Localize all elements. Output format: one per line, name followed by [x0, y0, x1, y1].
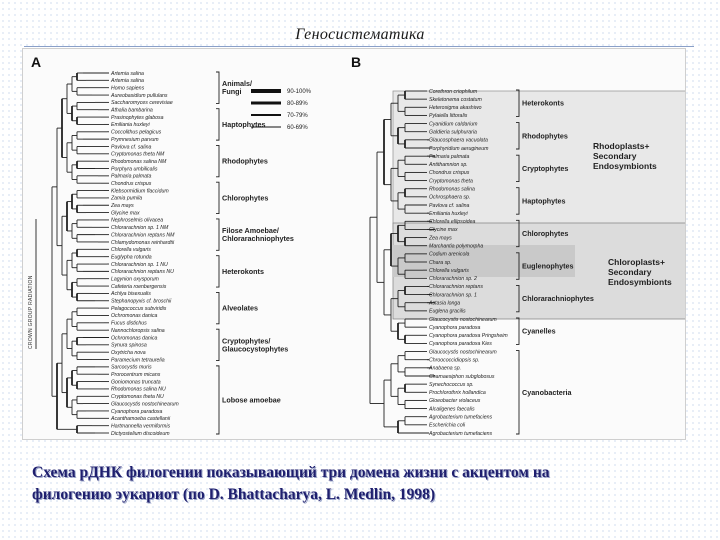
- taxon-label: Codium arenicola: [429, 251, 470, 258]
- taxon-label: Hartmannella vermiformis: [111, 423, 171, 430]
- taxon-label: Escherichia coli: [429, 422, 466, 429]
- taxon-label: Chlorarachnion sp. 2: [429, 276, 477, 283]
- caption-line-2: филогению эукариот (по D. Bhattacharya, L. Medlin, 1998): [32, 486, 436, 503]
- taxon-label: Glycine max: [429, 227, 458, 234]
- taxon-label: Emiliania huxleyi: [111, 122, 150, 129]
- taxon-label: Prochlorothrix hollandica: [429, 390, 486, 397]
- taxon-label: Athalia bambarina: [111, 107, 153, 114]
- taxon-label: Palmaria palmata: [429, 153, 470, 160]
- taxon-label: Glaucocystis nostochinearum: [111, 401, 179, 408]
- group-label: Rhodophytes: [522, 131, 568, 141]
- taxon-label: Nannochloropsis salina: [111, 327, 165, 334]
- taxon-label: Cyanophora paradoxa Kies: [429, 341, 492, 348]
- taxon-label: Palmaria palmata: [111, 173, 152, 180]
- taxon-label: Cryptomonas theta: [429, 178, 473, 185]
- taxon-label: Gloeobacter violaceus: [429, 398, 481, 405]
- group-label: Haptophytes: [222, 119, 266, 129]
- taxon-label: Euglypha rotunda: [111, 254, 152, 261]
- taxon-label: Klebsormidium flaccidum: [111, 188, 169, 195]
- group-label: Alveolates: [222, 303, 258, 313]
- slide-title: Геносистематика: [295, 26, 425, 43]
- taxon-label: Ochrosphaera sp.: [429, 194, 471, 201]
- taxon-label: Stephanopyxis cf. broschii: [111, 298, 172, 305]
- panel-a-letter: A: [31, 54, 42, 70]
- taxon-label: Acanthamoeba castellanii: [111, 416, 171, 423]
- group-label: Cyanobacteria: [522, 387, 572, 397]
- big-label-secondary-2: Secondary: [608, 267, 652, 277]
- taxon-label: Cryptomonas theta NU: [111, 394, 164, 401]
- taxon-label: Nephroselmis olivacea: [111, 217, 164, 224]
- taxon-label: Cyanophora paradoxa: [429, 324, 481, 331]
- taxon-label: Alcaligenes faecalis: [429, 406, 475, 413]
- legend-60-69: 60-69%: [287, 125, 308, 131]
- big-label-chloroplasts: Chloroplasts+: [608, 257, 665, 267]
- phylogeny-figure: [22, 48, 686, 440]
- group-label: Glaucocystophytes: [222, 344, 289, 354]
- taxon-label: Agrobacterium tumefaciens: [429, 414, 493, 421]
- taxon-label: Saccharomyces cerevisiae: [111, 100, 173, 107]
- taxon-label: Glaucosphaera vacuolata: [429, 137, 488, 144]
- taxon-label: Dictyostelium discoideum: [111, 430, 170, 437]
- slide-caption: [32, 462, 692, 506]
- taxon-label: Cyanidium caldarium: [429, 121, 478, 128]
- group-label: Chlorophytes: [222, 193, 269, 203]
- taxon-label: Rhodomonas salina NU: [111, 386, 166, 393]
- taxon-label: Goniomonas truncata: [111, 379, 161, 386]
- caption-line-1: Схема рДНК филогении показывающий три домена жизни с акцентом на: [32, 464, 550, 481]
- taxon-label: Pavlova cf. salina: [429, 202, 470, 209]
- panel-b-letter: B: [351, 54, 362, 70]
- taxon-label: Chlorarachnion sp. 1 NM: [111, 225, 169, 232]
- taxon-label: Heterosigma akashiwo: [429, 105, 482, 112]
- legend-90-100: 90-100%: [287, 89, 312, 95]
- group-label: Cryptophytes/: [222, 336, 271, 346]
- title-underline: [24, 46, 694, 47]
- taxon-label: Cyanophora paradoxa: [111, 408, 163, 415]
- taxon-label: Zea mays: [111, 203, 134, 210]
- big-label-rhodoplasts: Rhodoplasts+: [593, 141, 650, 151]
- group-label: Heterokonts: [522, 98, 564, 108]
- taxon-label: Synechococcus sp.: [429, 381, 474, 388]
- taxon-label: Prorocentrum micans: [111, 372, 161, 379]
- taxon-label: Achlya bisexualis: [111, 291, 151, 298]
- taxon-label: Chlorarachnion sp. 1: [429, 292, 477, 299]
- taxon-label: Artemia salina: [111, 70, 144, 77]
- taxon-label: Chlorarachnion reptans: [429, 284, 483, 291]
- taxon-label: Chlorarachnion reptans NU: [111, 269, 174, 276]
- taxon-label: Antithamnion sp.: [429, 162, 468, 169]
- group-label: Filose Amoebae/: [222, 226, 279, 236]
- taxon-label: Euglena gracilis: [429, 308, 466, 315]
- panel-a-tree: [52, 71, 294, 437]
- taxon-label: Rhodomonas salina: [429, 186, 475, 193]
- taxon-label: Cafeteria roenbergensis: [111, 283, 167, 290]
- taxon-label: Chamaesiphon subglobosus: [429, 373, 495, 380]
- group-label: Rhodophytes: [222, 156, 268, 166]
- taxon-label: Fucus distichus: [111, 320, 147, 327]
- taxon-label: Cryptomonas theta NM: [111, 151, 165, 158]
- group-label: Haptophytes: [522, 196, 566, 206]
- taxon-label: Paramecium tetraurelia: [111, 357, 165, 364]
- taxon-label: Sarcocystis muris: [111, 364, 152, 371]
- taxon-label: Cyanophora paradoxa Pringsheim: [429, 333, 508, 340]
- crown-group-label: CROWN GROUP RADIATION: [28, 275, 34, 349]
- taxon-label: Emiliania huxleyi: [429, 210, 468, 217]
- taxon-label: Synura spinosa: [111, 342, 147, 349]
- big-label-endosymbionts-2: Endosymbionts: [608, 277, 672, 287]
- taxon-label: Ochromonas danica: [111, 313, 158, 320]
- group-label: Cryptophytes: [522, 163, 569, 173]
- taxon-label: Chroococcidiopsis sp.: [429, 357, 480, 364]
- taxon-label: Lagynion oxysporum: [111, 276, 159, 283]
- taxon-label: Chlorella ellipsoidea: [429, 219, 476, 226]
- taxon-label: Zea mays: [429, 235, 452, 242]
- taxon-label: Chondrus crispus: [111, 181, 152, 188]
- taxon-label: Glaucocystis nostochinearum: [429, 316, 497, 323]
- taxon-label: Glycine max: [111, 210, 140, 217]
- taxon-label: Marchantia polymorpha: [429, 243, 484, 250]
- taxon-label: Ochromonas danica: [111, 335, 158, 342]
- taxon-label: Aureobasidium pullulans: [111, 92, 168, 99]
- group-label: Animals/: [222, 79, 252, 89]
- big-label-secondary-1: Secondary: [593, 151, 637, 161]
- group-label: Euglenophytes: [522, 261, 574, 271]
- group-label: Heterokonts: [222, 266, 264, 276]
- legend-80-89: 80-89%: [287, 101, 308, 107]
- taxon-label: Rhodomonas salina NM: [111, 158, 167, 165]
- taxon-label: Pavlova cf. salina: [111, 144, 152, 151]
- taxon-label: Anabaena sp.: [429, 365, 462, 372]
- taxon-label: Pylaiella littoralis: [429, 113, 468, 120]
- taxon-label: Galdieria sulphuraria: [429, 129, 477, 136]
- phylogeny-tree-svg: [23, 49, 685, 439]
- taxon-label: Chlorella vulgaris: [111, 247, 151, 254]
- taxon-label: Chara sp.: [429, 259, 452, 266]
- taxon-label: Chlamydomonas reinhardtii: [111, 239, 175, 246]
- taxon-label: Pelagococcus subviridis: [111, 305, 167, 312]
- taxon-label: Agrobacterium tumefaciens: [429, 430, 493, 437]
- taxon-label: Porphyra umbilicalis: [111, 166, 158, 173]
- group-label: Fungi: [222, 87, 242, 97]
- group-label: Cyanelles: [522, 326, 556, 336]
- taxon-label: Porphyridium aerugineum: [429, 145, 489, 152]
- taxon-label: Prasinophytes glabosa: [111, 114, 164, 121]
- taxon-label: Astasia longa: [429, 300, 461, 307]
- taxon-label: Zamia pumila: [111, 195, 143, 202]
- taxon-label: Skeletonema costatum: [429, 96, 482, 103]
- taxon-label: Chlorarachnion sp. 1 NU: [111, 261, 168, 268]
- taxon-label: Corethron criophilum: [429, 88, 478, 95]
- taxon-label: Artemia salina: [111, 78, 144, 85]
- group-label: Chlorarachniophytes: [522, 294, 594, 304]
- taxon-label: Oxytricha nova: [111, 349, 146, 356]
- legend-70-79: 70-79%: [287, 113, 308, 119]
- taxon-label: Prymnesium parvum: [111, 136, 159, 143]
- taxon-label: Homo sapiens: [111, 85, 145, 92]
- taxon-label: Glaucocystis nostochinearum: [429, 349, 497, 356]
- big-label-endosymbionts-1: Endosymbionts: [593, 161, 657, 171]
- group-label: Chlorarachniophytes: [222, 234, 294, 244]
- group-label: Lobose amoebae: [222, 395, 281, 405]
- taxon-label: Chlorella vulgaris: [429, 267, 469, 274]
- taxon-label: Coccolithus pelagicus: [111, 129, 162, 136]
- taxon-label: Chlorarachnion reptans NM: [111, 232, 175, 239]
- taxon-label: Chondrus crispus: [429, 170, 470, 177]
- group-label: Chlorophytes: [522, 229, 569, 238]
